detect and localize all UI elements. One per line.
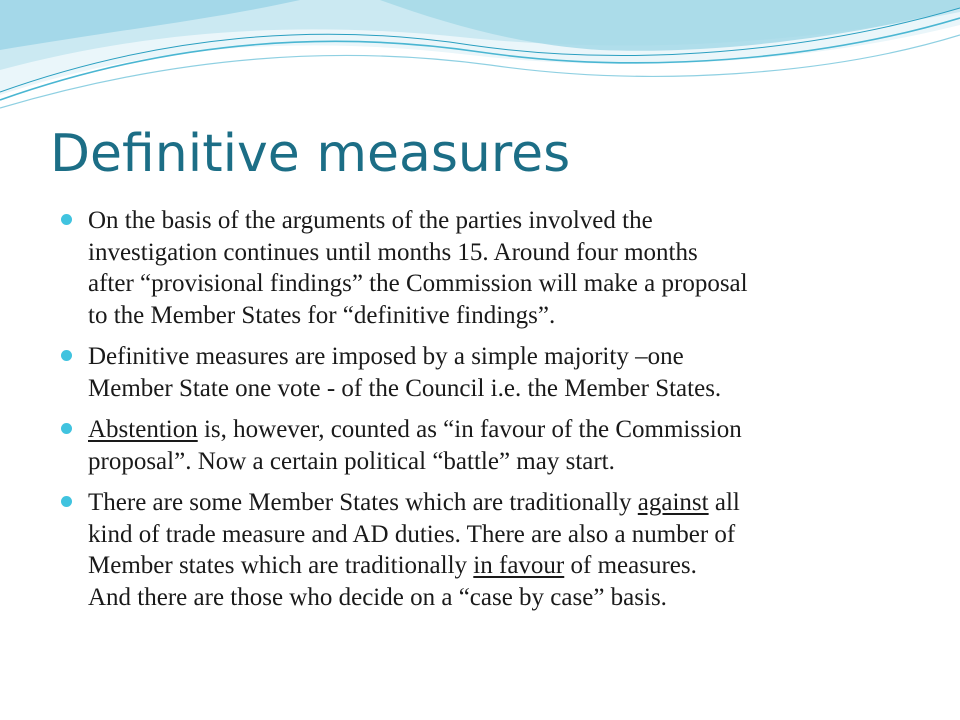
- bullet-text: after “provisional findings” the Commission will make a proposal: [88, 270, 748, 297]
- bullet-dot-icon: [61, 350, 72, 361]
- bullet-line: [88, 341, 940, 373]
- bullet-item: [60, 205, 940, 331]
- bullet-dot-icon: [61, 423, 72, 434]
- bullet-line: [88, 519, 940, 551]
- bullet-line: [88, 268, 940, 300]
- bullet-text: Member State one vote - of the Council i.e. the Member States.: [88, 374, 722, 402]
- bullet-text: all: [708, 489, 740, 516]
- bullet-line: [88, 373, 940, 405]
- bullet-dot-icon: [61, 214, 72, 225]
- underlined-term: in favour: [473, 552, 565, 579]
- bullet-text: kind of trade measure and AD duties. There are also a number of: [88, 520, 736, 548]
- bullet-item: [60, 414, 940, 477]
- bullet-text: of measures.: [564, 552, 697, 579]
- bullet-text: Member states which are traditionally: [88, 552, 474, 579]
- bullet-line: [88, 300, 940, 332]
- bullet-text: is, however, counted as “in favour of the Commission: [197, 416, 742, 443]
- slide-title: Definitive measures: [50, 124, 571, 184]
- bullet-line: [88, 446, 940, 478]
- bullet-text: to the Member States for “definitive findings”.: [88, 301, 556, 329]
- bullet-text: There are some Member States which are traditionally: [88, 489, 638, 516]
- underlined-term: Abstention: [88, 416, 198, 443]
- bullet-line: [88, 237, 940, 269]
- bullet-text: investigation continues until months 15. Around four months: [88, 238, 698, 266]
- underlined-term: against: [637, 489, 709, 516]
- bullet-line: [88, 487, 940, 519]
- bullet-line: [88, 205, 940, 237]
- bullet-text: On the basis of the arguments of the parties involved the: [88, 207, 653, 234]
- decorative-wave-header: [0, 0, 960, 130]
- bullet-item: [60, 487, 940, 613]
- bullet-text: proposal”. Now a certain political “battle” may start.: [88, 447, 615, 475]
- bullet-line: [88, 414, 940, 446]
- bullet-item: [60, 341, 940, 404]
- bullet-list: [60, 205, 940, 623]
- bullet-line: [88, 550, 940, 582]
- bullet-dot-icon: [61, 496, 72, 507]
- bullet-line: [88, 582, 940, 614]
- bullet-text: Definitive measures are imposed by a simple majority –one: [88, 343, 684, 370]
- bullet-text: And there are those who decide on a “case by case” basis.: [88, 583, 667, 611]
